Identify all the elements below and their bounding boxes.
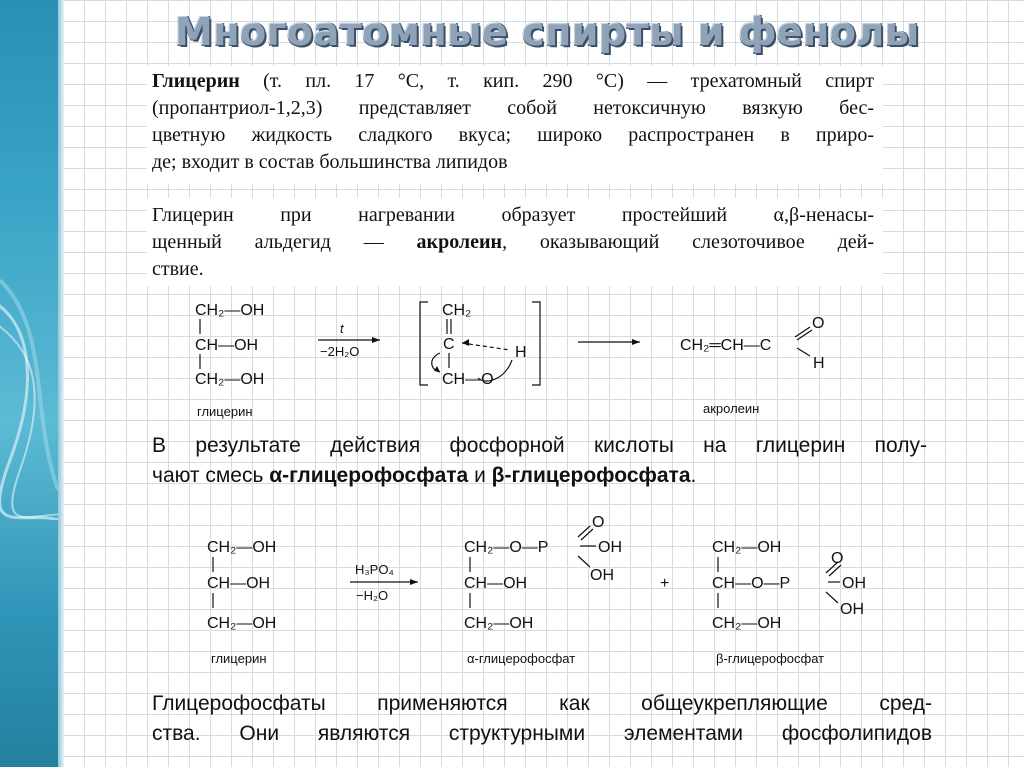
glycerol1-row1: CH₂—OH — [195, 302, 265, 319]
acrolein-chain: CH₂═CH—C — [680, 337, 772, 354]
alpha-row1: CH₂—O—P — [464, 539, 549, 556]
slide-title: Многоатомные спирты и фенолы — [175, 10, 920, 54]
intermediate-h: H — [515, 344, 527, 361]
intermediate-bottom: CH—O — [442, 371, 494, 388]
arrow3-reagent: H₃PO₄ — [355, 562, 394, 577]
arrow1-condition-top: t — [340, 321, 344, 336]
beta-row3: CH₂—OH — [712, 615, 782, 632]
beta-p-o: O — [831, 550, 844, 567]
plus-sign: + — [660, 575, 670, 592]
para1-line1: Глицерин (т. пл. 17 °С, т. кип. 290 °С) — трехатомный спирт — [152, 70, 874, 92]
alpha-row2: CH—OH — [464, 575, 528, 592]
acrolein-h: H — [813, 355, 825, 372]
beta-row1: CH₂—OH — [712, 539, 782, 556]
beta-p-oh2: OH — [840, 601, 864, 618]
para1-line4: де; входит в состав большинства липидов — [152, 151, 508, 173]
para2-line3: ствие. — [152, 258, 204, 280]
glycerol1-row3: CH₂—OH — [195, 371, 265, 388]
label-glycerol-1: глицерин — [197, 404, 253, 419]
reaction-arrow-3 — [350, 562, 418, 603]
para3-line1: В результате действия фосфорной кислоты на глицерин полу- — [152, 434, 927, 457]
para1-line3: цветную жидкость сладкого вкуса; широко распространен в приро- — [152, 124, 874, 146]
glycerol2-row1: CH₂—OH — [207, 539, 277, 556]
label-acrolein: акролеин — [703, 401, 760, 416]
glycerol2-row2: CH—OH — [207, 575, 271, 592]
arrow1-condition-bottom: −2H₂O — [320, 344, 360, 359]
glycerol1-row2: CH—OH — [195, 337, 259, 354]
alpha-row3: CH₂—OH — [464, 615, 534, 632]
label-alpha: α-глицерофосфат — [467, 651, 576, 666]
alpha-p-o: O — [592, 514, 605, 531]
acrolein-term: акролеин — [416, 231, 503, 253]
para3-line2: чают смесь α-глицерофосфата и β-глицерофосфата. — [152, 464, 697, 487]
acrolein-o: O — [812, 315, 825, 332]
intermediate-mid: C — [443, 336, 455, 353]
para4-line2: ства. Они являются структурными элементами фосфолипидов — [152, 722, 932, 745]
arrow3-condition: −H₂O — [356, 588, 389, 603]
glycerol-structure-2 — [207, 539, 276, 632]
para4 — [152, 689, 932, 749]
beta-glycerophosphate-structure — [712, 539, 866, 632]
label-glycerol-2: глицерин — [211, 651, 267, 666]
alpha-glycerophosphate-structure — [464, 514, 622, 632]
label-beta: β-глицерофосфат — [716, 651, 825, 666]
beta-glycerophosphate-term: β-глицерофосфата — [491, 464, 691, 487]
para2-line1: Глицерин при нагревании образует простейший α,β-ненасы- — [152, 204, 874, 226]
alpha-p-oh2: OH — [590, 567, 614, 584]
alpha-p-oh1: OH — [598, 539, 622, 556]
intermediate-top: CH₂ — [442, 302, 472, 319]
alpha-glycerophosphate-term: α-глицерофосфата — [269, 464, 469, 487]
glycerol-term: Глицерин — [152, 70, 240, 92]
beta-p-oh1: OH — [842, 575, 866, 592]
para2-line2: щенный альдегид — акролеин, оказывающий слезоточивое дей- — [152, 231, 874, 253]
para4-line1: Глицерофосфаты применяются как общеукрепляющие сред- — [152, 692, 932, 715]
beta-row2: CH—O—P — [712, 575, 791, 592]
para1-line2: (пропантриол-1,2,3) представляет собой нетоксичную вязкую бес- — [152, 97, 874, 119]
glycerol2-row3: CH₂—OH — [207, 615, 277, 632]
